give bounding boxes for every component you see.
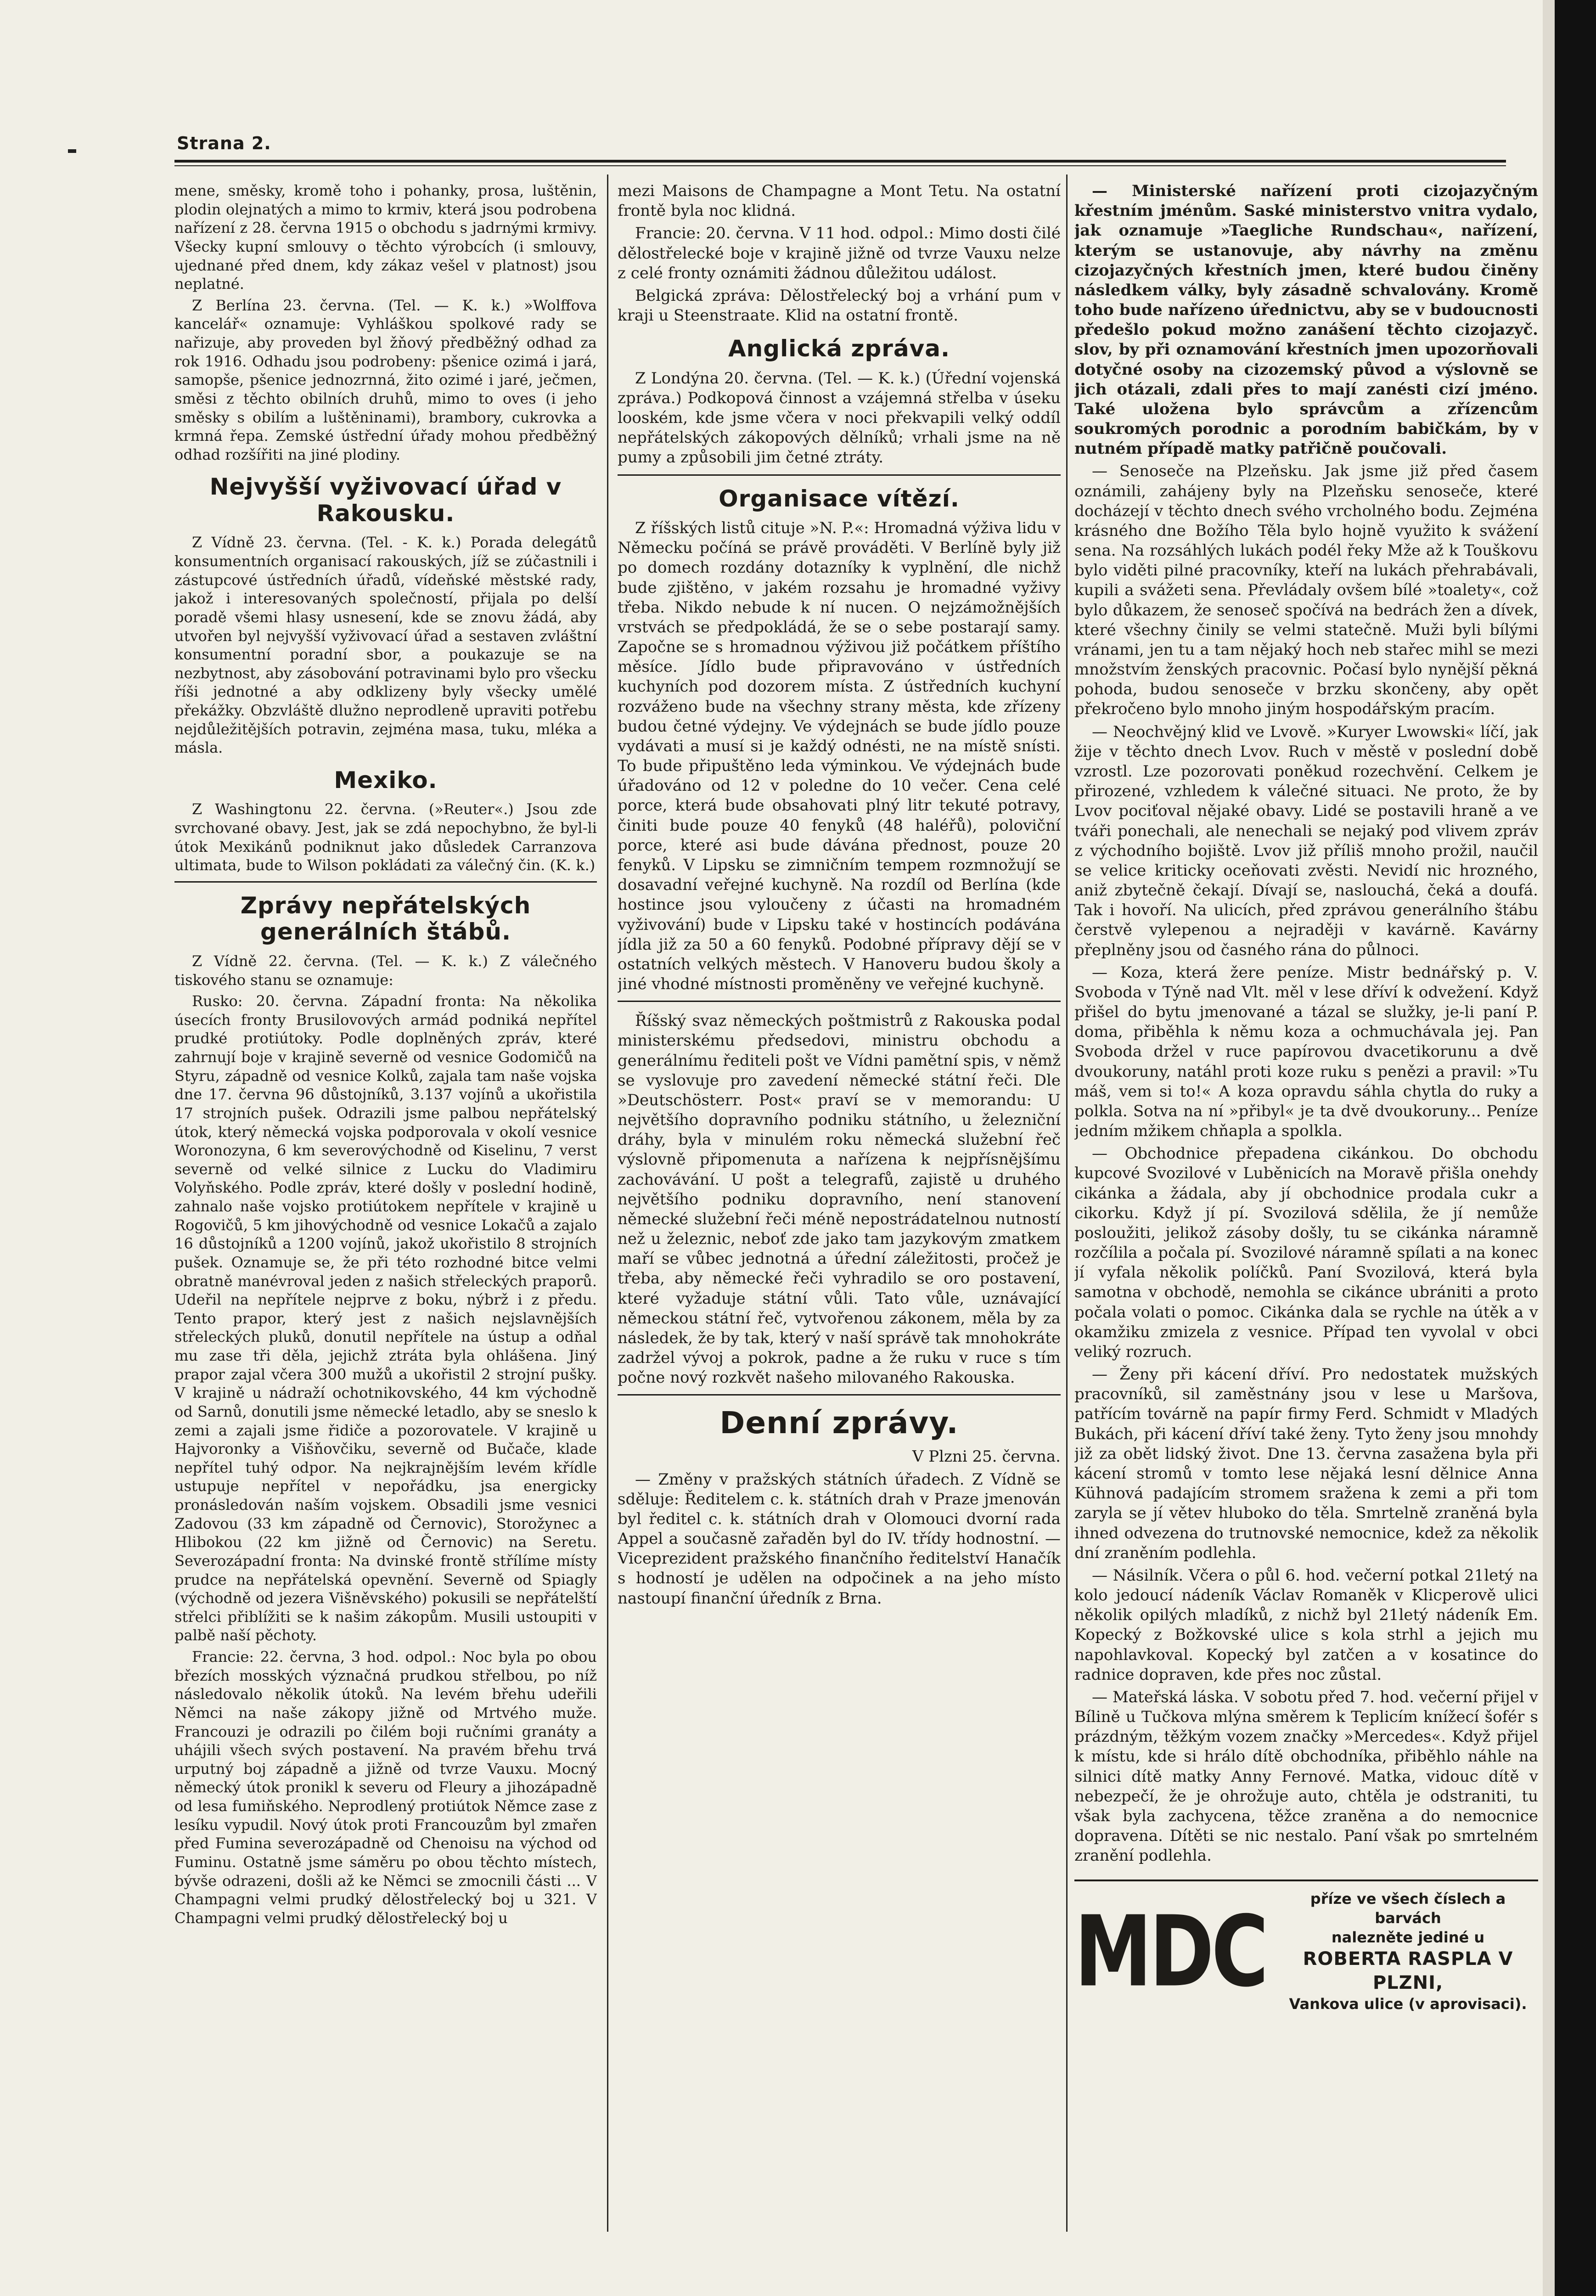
article-anglie: Z Londýna 20. června. (Tel. — K. k.) (Úřední vojenská zpráva.) Podkopová činnost a vzájemná střelba v úseku looském, kde jsme včera v noci překvapili velký oddíl nepřátelských zákopových dělníků; vrhali jsme na ně pumy a způsobili jim četné ztráty. [618,369,1061,467]
article-lvov: — Neochvějný klid ve Lvově. »Kuryer Lwowski« líčí, jak žije v těchto dnech Lvov. Ruch v městě v poslední době vzrostl. Lze pozorovati poněkud rozechvění. Celkem je přirozené, vzhledem k válečné situaci. Ne proto, že by Lvov pociťoval nějaké obavy. Lidé se postavili hraně a ve tváři ponechali, ale nenechali se nejaký pod vlivem zpráv z východního bojiště. Lvov již příliš mnoho prožil, naučil se velice kriticky oceňovati zvěsti. Nevidí nic hrozného, aniž zbytečně čekají. Dívají se, naslouchá, čeká a doufá. Tak i hovoří. Na ulicích, před zprávou generálního štábu čerstvě vylepenou a nejraději v kavárně. Kavárny přeplněny jsou od časného rána do půlnoci. [1074,722,1538,959]
article-berlin: Z Berlína 23. června. (Tel. — K. k.) »Wolffova kancelář« oznamuje: Vyhláškou spolkové rady se nařizuje, aby proveden byl žňový předběžný odhad za rok 1916. Odhadu jsou podrobeny: pšenice ozimá i jará, samopše, pšenice jednozrnná, žito ozimé i jaré, ječmen, směsi z těchto obilních druhů, mimo to oves (i jeho směsky s obilím a luštěninami), brambory, cukrovka a krmná řepa. Zemské ústřední úřady mohou předběžný odhad rozšířiti na jiné plodiny. [174,296,597,463]
column-middle [618,181,1061,2257]
article-francie: Francie: 22. června, 3 hod. odpol.: Noc byla po obou březích mosských význačná prudkou střelbou, po níž následovalo několik útoků. Na levém břehu udeřili Němci na naše zákopy jižně od Mrtvého muže. Francouzi je odrazili po čilém boji ručními granáty a uhájili všech svých postavení. Na pravém břehu trvá urputný boj západně a jižně od tvrze Vauxu. Mocný německý útok pronikl k severu od Fleury a jihozápadně od lesa fumiňského. Neprodlený protiútok Němce zase z lesíku vypudil. Nový útok proti Francouzům byl zmařen před Fumina severozápadně od Chenoisu na východ od Fuminu. Ostatně jsme sáměru po obou těchto místech, bývše odrazeni, došli až ke Němci se zmocnili části ... V Champagni velmi prudký dělostřelecký boj u 321. V Champagni velmi prudký dělostřelecký boj u [174,1648,597,1927]
article-vyziva: Z Vídně 23. června. (Tel. - K. k.) Porada delegátů konsumentních organisací rakouských, jíž se zúčastnili i zástupcové ústředních úřadů, vídeňské městské rady, jakož i interesovaných společností, přijala po delší poradě všemi hlasy usnesení, kde se znovu žádá, aby utvořen byl nejvyšší vyživovací úřad a sestaven zvláštní konsumentní poradní sbor, a poukazuje se na nezbytnost, aby zásobování potravinami bylo pro všecku říši jednotné a aby odklizeny byly všecky umělé překážky. Obzvláště dlužno neprodleně upraviti potřebu nejdůležitějších potravin, zejména masa, tuku, mléka a másla. [174,534,597,757]
article-senoseče: — Senoseče na Plzeňsku. Jak jsme již před časem oznámili, zahájeny byly na Plzeňsku senoseče, které docházejí v těchto dnech svého vrcholného bodu. Zejména krásného dne Božího Těla bylo hojně využito k svážení sena. Na rozsáhlých lukách podél řeky Mže až k Touškovu bylo viděti pilné pracovníky, kteří na lukách přehrabávali, kupili a svážeti sena. Převládaly ovšem bílé »toalety«, což bylo důkazem, že senoseč spočívá na bedrách žen a dívek, které všechny činily se velmi statečně. Muži byli bílými vránami, jen tu a tam nějaký hoch neb stařec mihl se mezi množstvím ženských pracovnic. Počasí bylo nynější pěkná pohoda, budou senoseče v brzku skončeny, aby opět překročeno bylo mnoho jiným hospodářským pracím. [1074,462,1538,719]
section-rule [174,881,597,883]
article-rusko: Rusko: 20. června. Západní fronta: Na několika úsecích fronty Brusilovových armád podniká nepřítel prudké protiútoky. Podle doplněných zpráv, které zahrnují boje v krajině severně od vesnice Godomičů na Styru, západně od vesnice Kolků, zajala tam naše vojska dne 17. června 96 důstojníků, 3.137 vojínů a ukořistila 17 strojních pušek. Odrazili jsme palbou nepřátelský útok, který německá vojska podporovala v okolí vesnice Woronozyna, 6 km severovýchodně od Kiselinu, 7 verst severně od velké silnice z Lucku do Vladimiru Volyňského. Podle zpráv, které došly v poslední hodině, zahnalo naše vojsko protiútokem nepřítele v krajině u Rogovičů, 5 km jihovýchodně od vesnice Lokačů a zajalo 16 důstojníků a 1200 vojínů, jakož ukořistilo 8 strojních pušek. Oznamuje se, že při této rozhodné bitce velmi obratně manévroval jeden z našich střeleckých praporů. Udeřil na nepřítele nejprve z boku, nýbrž i z předu. Tento prapor, který jest z našich nejslavnějších střeleckých pluků, donutil nepřítele na ústup a odňal mu zase tři děla, jejichž ztráta byla ohlášena. Jiný prapor zajal včera 300 mužů a ukořistil 2 strojní pušky. V krajině u nádraží ochotnikovského, 44 km východně od Sarnů, donutili jsme německé letadlo, aby se sneslo k zemi a zajali jsme řidiče a pozorovatele. V krajině u Hajvoronky a Višňovčiku, severně od Bučače, klade nepřítel tuhý odpor. Na nejkrajnějším levém křídle ustupuje nepřítel v nepořádku, jsa energicky pronásledován naším vojskem. Obsadili jsme vesnici Zadovou (33 km západně od Černovic), Storožynec a Hlibokou (22 km jižně od Černovic) na Seretu. Severozápadní fronta: Na dvinské frontě střílíme místy prudce na nepřátelská opevnění. Severně od Spiagly (východně od jezera Višněvského) pokusili se nepřátelští střelci přiblížiti se k našim zákopům. Musili ustoupiti v palbě naší pěchoty. [174,992,597,1644]
article-stab: Z Vídně 22. června. (Tel. — K. k.) Z válečného tiskového stanu se oznamuje: [174,952,597,989]
headline-organisace: Organisace vítězí. [719,485,960,512]
article-belgie: Belgická zpráva: Dělostřelecký boj a vrhání pum v kraji u Steenstraate. Klid na ostatní frontě. [618,286,1061,325]
page-edge-shadow [1543,0,1555,2296]
article-laska: — Mateřská láska. V sobotu před 7. hod. večerní přijel v Bílině u Tučkova mlýna směrem k Teplicím knížecí šofér s prázdným, těžkým vozem značky »Mercedes«. Když přijel k místu, kde si hrálo dítě obchodníka, přiběhlo náhle na silnici dítě matky Anny Fernové. Matka, vidouc dítě v nebezpečí, že je ohrožuje auto, chtěla je odstraniti, tu však byla zachycena, těžce zraněna a do nemocnice dopravena. Dítěti se nic nestalo. Paní však po smrtelném zranění podlehla. [1074,1688,1538,1865]
article-cikanka: — Obchodnice přepadena cikánkou. Do obchodu kupcové Svozilové v Luběnicích na Moravě přišla onehdy cikánka a žádala, aby jí obchodnice prodala cukr a cikorku. Když jí pí. Svozilová sdělila, že jí nemůže posloužiti, jelikož zásoby došly, tu se cikánka náramně rozčílila a počala pí. Svozilové náramně spílati a na konec jí vyfala několik políčků. Paní Svozilová, která byla samotna v obchodě, nemohla se cikánce ubrániti a proto počala volati o pomoc. Cikánka dala se rychle na útěk a v okamžiku zmizela z vesnice. Případ ten vyvolal v obci veliký rozruch. [1074,1144,1538,1361]
header-rule [174,160,1506,163]
column-divider [607,174,608,2232]
header-rule-thin [174,165,1506,166]
section-rule [618,1001,1061,1002]
dateline: V Plzni 25. června. [912,1447,1061,1466]
article-organisace: Z říšských listů cituje »N. P.«: Hromadná výživa lidu v Německu počíná se právě prováděti. V Berlíně byly již po domech rozdány dotazníky k vyplnění, dle nichž bude zjištěno, v jakém rozsahu je hromadné vyživy třeba. Nikdo nebude k ní nucen. O nejzámožnějších vrstvách se předpokládá, že se o sebe postarají samy. Započne se s hromadnou výživou již počátkem příštího měsíce. Jídlo bude připravováno v ústředních kuchyních pod dozorem místa. Z ústředních kuchyní rozváženo bude na všechny strany města, kde zřízeny budou četné výdejny. Ve výdejnách se bude jídlo pouze vydávati a musí si je každý odnésti, ne na místě snísti. To bude připuštěno leda výminkou. Ve výdejnách bude úřadováno od 12 v poledne do 10 večer. Cena celé porce, která bude obsahovati plný litr tekuté potravy, činiti bude pouze 40 fenyků (48 haléřů), poloviční porce, které asi bude dávána přednost, pouze 20 fenyků. V Lipsku se zimničním tempem rozmnožují se dosavadní veřejné kuchyně. Na rozdíl od Berlína (kde hostince jsou vyloučeny z účasti na hromadném vyživování) bude v Lipsku také v hostincích podávána jídla již za 50 a 60 fenyků. Podobné přípravy dějí se v ostatních velkých městech. V Hanoveru budou školy a jiné vhodné místnosti proměněny ve veřejné kuchyně. [618,519,1061,994]
page-number: Strana 2. [177,133,271,153]
section-rule [618,474,1061,476]
headline-nejvyssi-urad: Nejvyšší vyživovací úřad v Rakousku. [209,473,562,527]
article-nasilnik: — Násilník. Včera o půl 6. hod. večerní potkal 21letý na kolo jedoucí nádeník Václav Romaněk v Klicperově ulici několik opilých mladíků, z nichž byl 21letý nádeník Em. Kopecký z Božkovské ulice s kola strhl a jejich mu napohlavkoval. Kopecký byl zatčen a v kosatince do radnice dopraven, kde přes noc zůstal. [1074,1566,1538,1684]
ad-logo: MDC [1074,1895,1266,2009]
margin-mark [68,149,76,153]
headline-denni-zpravy: Denní zprávy. [719,1405,959,1441]
article-text: mezi Maisons de Champagne a Mont Tetu. Na ostatní frontě byla noc klidná. [618,182,1061,220]
ad-text [1278,1890,1538,2014]
article-mexiko: Z Washingtonu 22. června. (»Reuter«.) Jsou zde svrchované obavy. Jest, jak se zdá nepochybno, že byl-li útok Mexikánů podniknut jako důsledek Carranzova ultimata, bude to Wilson pokládati za válečný čin. (K. k.) [174,800,597,874]
article-francie2: Francie: 20. června. V 11 hod. odpol.: Mimo dosti čilé dělostřelecké boje v krajině jižně od tvrze Vauxu nelze z celé fronty oznámiti žádnou důležitou událost. [618,224,1061,282]
headline-mexiko: Mexiko. [334,766,438,793]
article-nariz: — Ministerské nařízení proti cizojazyčným křestním jménům. Saské ministerstvo vnitra vydalo, jak oznamuje »Taegliche Rundschau«, nařízení, kterým se ustanovuje, aby návrhy na změnu cizojazyčných křestních jmen, které budou činěny následkem války, byly zásadně schvalovány. Kromě toho bude nařízeno úřednictvu, aby se v budoucnosti předešlo pokud možno zanášení těchto cizojazyč. slov, by při oznamování křestních jmen upozorňovali dotyčné osoby na cizozemský původ a výslovně se jich otázali, zdali přes to mají zanésti cizí jméno. Také uložena bylo správcům a zřízencům soukromých porodnic a porodním babičkám, by v nutném případě matky patřičně poučovali. [1074,182,1538,458]
section-rule [618,1394,1061,1396]
column-left [174,181,597,2257]
headline-anglicka-zprava: Anglická zpráva. [728,335,950,362]
scan-border [1555,0,1596,2296]
article-text: mene, směsky, kromě toho i pohanky, prosa, luštěnin, plodin olejnatých a mimo to krmiv, která jsou podrobena nařízení z 28. června 1915 o obchodu s jadrnými krmivy. Všecky kupní smlouvy o těchto výrobcích (i smlouvy, ujednané před dnem, kdy zákaz vešel v platnost) jsou neplatné. [174,182,597,293]
ad-line: Vankova ulice (v aprovisaci). [1289,1995,1527,2013]
article-zmeny: — Změny v pražských státních úřadech. Z Vídně se sděluje: Ředitelem c. k. státních drah v Praze jmenován byl ředitel c. k. státních drah v Olomouci dvorní rada Appel a současně zařaděn byl do IV. třídy hodnostní. — Viceprezident pražského finančního ředitelství Hanačík s hodností je udělen na odpočinek a na jeho místo nastoupí finanční úředník z Brna. [618,1470,1061,1608]
article-koza: — Koza, která žere peníze. Mistr bednářský p. V. Svoboda v Týně nad Vlt. měl v lese dříví k odvežení. Když přišel do bytu jmenované a tázal se služky, je-li paní P. doma, přiběhla k němu koza a ochmuchávala jej. Pan Svoboda držel v ruce papírovou dvacetikorunu a dvě dvoukoruny, natáhl proti koze ruku s penězi a pravil: »Tu máš, vem si to!« A koza opravdu sáhla chytla do ruky a polkla. Sotva na ní »přibyl« je ta dvě dvoukoruny... Peníze jedním mžikem chňapla a spolkla. [1074,963,1538,1141]
column-divider [1066,174,1068,2232]
advertisement [1074,1880,1538,2014]
ad-line: příze ve všech číslech a barvách [1310,1890,1506,1927]
headline-zpravy-stabu: Zprávy nepřátelských generálních štábů. [240,892,531,945]
article-zeny: — Ženy při kácení dříví. Pro nedostatek mužských pracovníků, sil zaměstnány jsou v lese u Maršova, patřícím továrně na papír firmy Ferd. Schmidt v Mladých Bukách, při kácení dříví také ženy. Tyto ženy jsou mnohdy již za obět lidský život. Dne 13. června zasažena byla při kácení stromů v tomto lese nějaká lesní dělnice Anna Kühnová padajícím stromem sražena k zemi a při tom zaryla se jí větev hluboko do těla. Smrtelně zraněná byla ihned odvezena do trutnovské nemocnice, kdež za několik dní zraněním podlehla. [1074,1365,1538,1562]
article-svaz: Říšský svaz německých poštmistrů z Rakouska podal ministerskému předsedovi, ministru obchodu a generálnímu řediteli pošt ve Vídni pamětní spis, v němž se vyslovuje pro zavedení německé státní řeči. Dle »Deutschösterr. Post« praví se v memorandu: U největšího dopravního podniku státního, u železniční dráhy, byla v minulém roku německá služební řeč výslovně připomenuta a nařízena k nejpřísnějšímu zachovávání. U pošt a telegrafů, zajistě u druhého největšího podniku dopravního, není stanovení německé služební řeči méně nepostrádatelnou nutností než u železnic, neboť zde jako tam jazykovým zmatkem maří se vůbec jednotná a úřední záležitosti, pročež je třeba, aby německé řeči vyhradilo se oro postavení, které vyžaduje státní vůli. Tato vůle, uznávající německou státní řeč, vytvořenou zákonem, měla by za následek, že by tak, který v naší správě tak mnohokráte zadržel vývoj a pokrok, padne a že ruku v ruce s tím počne nový rozkvět našeho milovaného Rakouska. [618,1012,1061,1387]
ad-line: ROBERTA RASPLA V PLZNI, [1303,1948,1513,1994]
column-right [1074,181,1538,2257]
ad-line: nalezněte jediné u [1331,1928,1485,1946]
